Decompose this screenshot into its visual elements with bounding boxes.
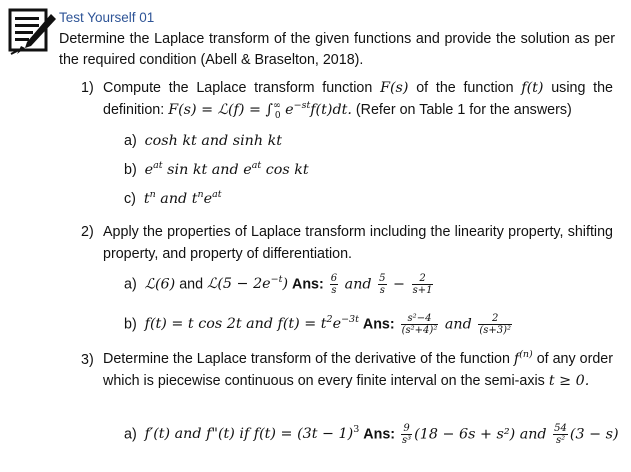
item-1a: a) cosh kt and sinh kt <box>124 133 283 149</box>
question-1-text: Compute the Laplace transform function F(s) of the function f(t) using the definition: F(s) = ℒ(f) = $\int^\infty_0$ $e^{-st}f(t)dt$. (Refer on Table 1 for the answers) <box>103 80 613 121</box>
item-2b: b) f(t) = t cos 2t and $f(t) = t^2e^{-3t}$ Ans: $\frac{\text{s²−4}}{\text{(s²+4)²}}$ and $\frac{2}{\text{(s+3)²}}$ <box>124 313 512 336</box>
question-number: 1) <box>81 80 94 96</box>
definition-formula: F(s) = ℒ(f) = $\int^\infty_0$ $e^{-st}f(t)dt$. <box>168 100 352 121</box>
question-2-text: Apply the properties of Laplace transform including the linearity property, shifting property, and property of differentiation. <box>103 224 613 262</box>
question-number: 2) <box>81 224 94 240</box>
checklist-pen-icon <box>7 6 57 56</box>
item-1b: b) $e^{at}$ sin kt and $e^{at}$ cos kt <box>124 160 309 178</box>
intro-paragraph: Determine the Laplace transform of the given functions and provide the solution as per the required condition (Abell & Braselton, 2018). <box>59 31 615 68</box>
item-1c: c) $t^n$ and $t^ne^{at}$ <box>124 189 222 207</box>
question-number: 3) <box>81 352 94 368</box>
page-title: Test Yourself 01 <box>59 10 155 25</box>
item-2a: a) ℒ(6) and ℒ(5 − $2e^{-t}$) Ans: $\frac{6}{s}$ and $\frac{5}{s}$ − $\frac{2}{s+1}$ <box>124 273 433 296</box>
item-3a: a) f′(t) and f"(t) if $f(t) = (3t - 1)^3$ Ans: $\frac{9}{\text{s³}}$ (18 − 6s + s²) and $\frac{54}{\text{s²}}$ (3 − s) <box>124 423 619 446</box>
question-3-text: Determine the Laplace transform of the derivative of the function $f^{(n)}$ of any order which is piecewise continuous on every finite interval on the semi-axis t ≥ 0. <box>103 349 613 389</box>
